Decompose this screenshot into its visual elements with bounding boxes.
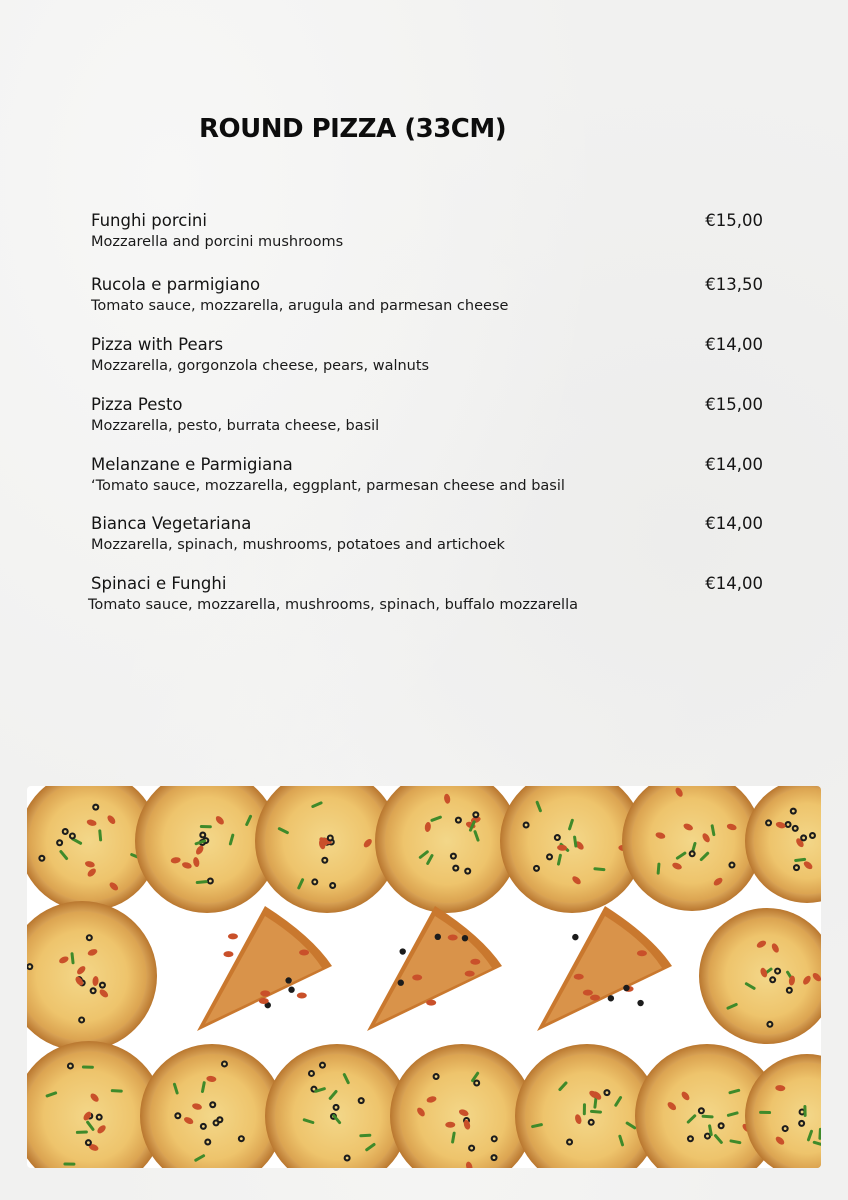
menu-item-price: €14,00 (705, 574, 763, 593)
pizza-slice-icon (367, 906, 502, 1031)
menu-item-description: Mozzarella, pesto, burrata cheese, basil (91, 418, 380, 434)
pizza-border-photo (27, 786, 821, 1168)
pizza-icon (500, 786, 644, 913)
pizza-icon (699, 908, 821, 1044)
menu-title: ROUND PIZZA (33CM) (199, 114, 507, 144)
pizza-illustration (27, 786, 821, 1168)
menu-item-price: €15,00 (705, 395, 763, 414)
pizza-icon (745, 786, 821, 903)
menu-item-description: Tomato sauce, mozzarella, mushrooms, spinach, buffalo mozzarella (88, 597, 578, 613)
pizza-icon (265, 1044, 409, 1168)
menu-item-price: €14,00 (705, 455, 763, 474)
menu-item-name: Rucola e parmigiano (91, 275, 261, 294)
menu-item-name: Funghi porcini (91, 211, 207, 230)
menu-item-description: Mozzarella and porcini mushrooms (91, 234, 344, 250)
menu-item-name: Bianca Vegetariana (91, 514, 252, 533)
pizza-icon (27, 901, 157, 1051)
menu-item-name: Pizza with Pears (91, 335, 224, 354)
menu-item-name: Melanzane e Parmigiana (91, 455, 293, 474)
menu-item-description: Mozzarella, spinach, mushrooms, potatoes and artichoek (91, 537, 505, 553)
menu-item-description: ‘Tomato sauce, mozzarella, eggplant, parmesan cheese and basil (91, 478, 565, 494)
pizza-icon (390, 1044, 534, 1168)
menu-item-price: €14,00 (705, 514, 763, 533)
menu-item-description: Mozzarella, gorgonzola cheese, pears, walnuts (91, 358, 430, 374)
pizza-icon (622, 786, 762, 911)
pizza-slice-icon (537, 906, 672, 1031)
menu-item-description: Tomato sauce, mozzarella, arugula and parmesan cheese (91, 298, 509, 314)
pizza-icon (375, 786, 519, 913)
menu-item-price: €14,00 (705, 335, 763, 354)
menu-item-name: Pizza Pesto (91, 395, 183, 414)
menu-item-price: €13,50 (705, 275, 763, 294)
pizza-slice-icon (197, 906, 332, 1031)
pizza-icon (140, 1044, 284, 1168)
menu-item-price: €15,00 (705, 211, 763, 230)
menu-item-name: Spinaci e Funghi (91, 574, 227, 593)
